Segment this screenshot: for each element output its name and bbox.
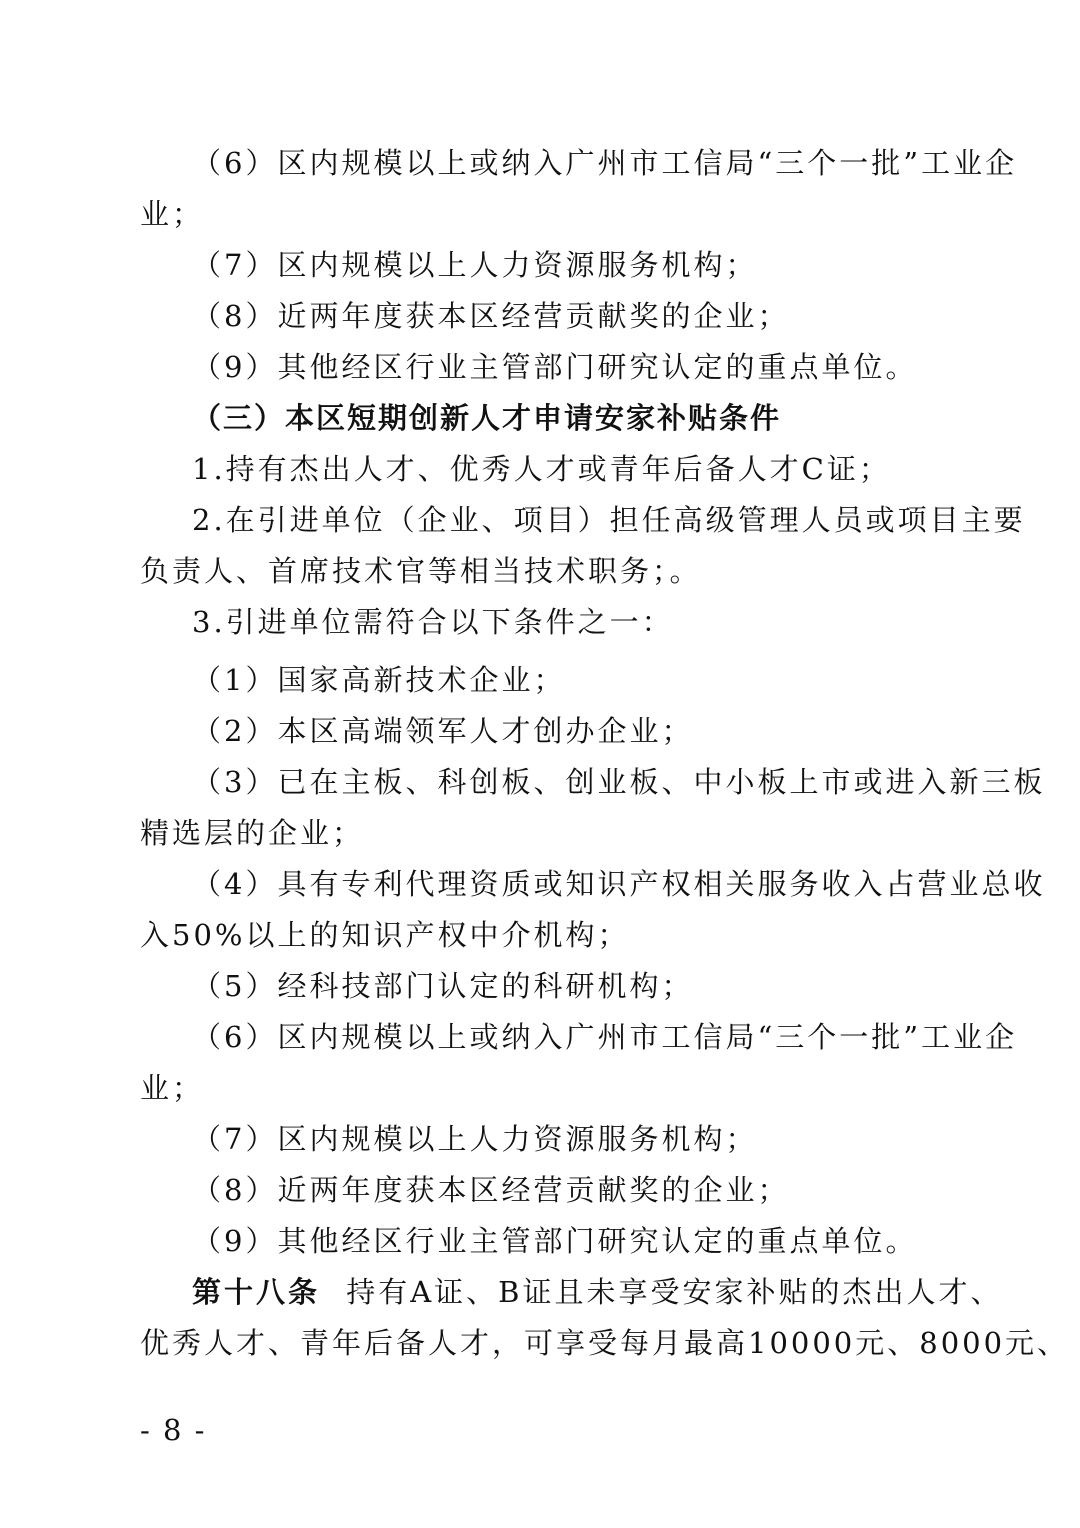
paragraph-line: 业； <box>140 197 205 231</box>
paragraph-line: 入50%以上的知识产权中介机构； <box>140 918 630 952</box>
paragraph-line: 负责人、首席技术官等相当技术职务；。 <box>140 554 702 588</box>
paragraph-line: （8）近两年度获本区经营贡献奖的企业； <box>192 1173 790 1207</box>
article-label: 第十八条 <box>192 1275 321 1309</box>
paragraph-line: （8）近两年度获本区经营贡献奖的企业； <box>192 299 790 333</box>
paragraph-line: （1）国家高新技术企业； <box>192 663 566 697</box>
paragraph-line: （6）区内规模以上或纳入广州市工信局“三个一批”工业企 <box>192 146 1018 180</box>
page-number: - 8 - <box>140 1413 207 1447</box>
paragraph-line: （7）区内规模以上人力资源服务机构； <box>192 248 758 282</box>
paragraph-line: （2）本区高端领军人才创办企业； <box>192 714 694 748</box>
section-heading: （三）本区短期创新人才申请安家补贴条件 <box>192 401 782 435</box>
paragraph-line: 业； <box>140 1071 205 1105</box>
article-line <box>192 1272 1003 1312</box>
paragraph-line: （4）具有专利代理资质或知识产权相关服务收入占营业总收 <box>192 867 1046 901</box>
paragraph-line: 精选层的企业； <box>140 816 365 850</box>
paragraph-line: 3.引进单位需符合以下条件之一： <box>192 605 674 639</box>
paragraph-line: （9）其他经区行业主管部门研究认定的重点单位。 <box>192 350 918 384</box>
paragraph-line: （5）经科技部门认定的科研机构； <box>192 969 694 1003</box>
paragraph-line: （3）已在主板、科创板、创业板、中小板上市或进入新三板 <box>192 765 1046 799</box>
article-text: 持有A证、B证且未享受安家补贴的杰出人才、 <box>346 1275 1003 1309</box>
paragraph-line: （6）区内规模以上或纳入广州市工信局“三个一批”工业企 <box>192 1020 1018 1054</box>
paragraph-line: 1.持有杰出人才、优秀人才或青年后备人才C证； <box>192 452 891 486</box>
paragraph-line: 2.在引进单位（企业、项目）担任高级管理人员或项目主要 <box>192 503 1026 537</box>
paragraph-line: （9）其他经区行业主管部门研究认定的重点单位。 <box>192 1224 918 1258</box>
paragraph-line: （7）区内规模以上人力资源服务机构； <box>192 1122 758 1156</box>
article-line: 优秀人才、青年后备人才，可享受每月最高10000元、8000元、 <box>140 1326 1070 1360</box>
